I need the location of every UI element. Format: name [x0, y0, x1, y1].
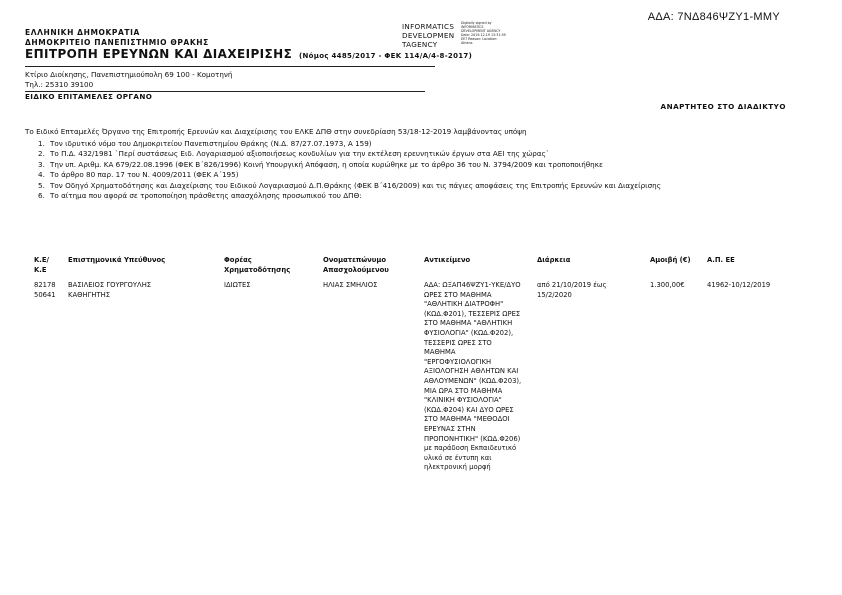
signature-details: Digitally signed by INFORMATICS DEVELOPMENT AGENCY Date: 2019.12.19 13:31:59 EET Reason: Location: Athens — [461, 21, 506, 45]
col-header-subject: Αντικείμενο — [424, 256, 471, 264]
list-text: Τον ιδρυτικό νόμο του Δημοκριτείου Πανεπιστημίου Θράκης (Ν.Δ. 87/27.07.1973, Α 159) — [50, 139, 372, 148]
header-university: ΔΗΜΟΚΡΙΤΕΙΟ ΠΑΝΕΠΙΣΤΗΜΙΟ ΘΡΑΚΗΣ — [25, 38, 209, 47]
list-number: 1. — [38, 139, 45, 148]
list-item — [38, 160, 758, 170]
list-item — [38, 181, 758, 191]
cell-amount: 1.300,00€ — [650, 281, 685, 289]
list-text: Το αίτημα που αφορά σε τροποποίηση πράσθετης απασχόλησης προσωπικού του ΔΠΘ: — [50, 191, 362, 201]
list-number: 2. — [38, 149, 45, 159]
list-item — [38, 191, 758, 201]
intro-text: Το Ειδικό Επταμελές Όργανο της Επιτροπής Ερευνών και Διαχείρισης του ΕΛΚΕ ΔΠΘ στην συνεδρίαση 53/18-12-2019 λαμβάνοντας υπόψη — [25, 127, 527, 136]
list-number: 4. — [38, 170, 45, 180]
stamp-line: INFORMATICS — [402, 22, 455, 31]
cell-funder: ΙΔΙΩΤΕΣ — [224, 281, 251, 289]
cell-employee: ΗΛΙΑΣ ΣΜΗΛΙΟΣ — [323, 281, 378, 289]
organ-title: ΕΙΔΙΚΟ ΕΠΙΤΑΜΕΛΕΣ ΟΡΓΑΝΟ — [25, 92, 153, 101]
cell-ap: 41962-10/12/2019 — [707, 281, 771, 289]
col-header-amount: Αμοιβή (€) — [650, 256, 691, 264]
col-header-funder: Φορέας Χρηματοδότησης — [224, 256, 291, 274]
address-block — [25, 70, 425, 90]
cell-duration: από 21/10/2019 έως 15/2/2020 — [537, 281, 607, 299]
header-divider — [25, 66, 435, 67]
phone-line: Τηλ.: 25310 39100 — [25, 80, 94, 89]
list-item — [38, 170, 758, 180]
col-header-responsible: Επιστημονικά Υπεύθυνος — [68, 256, 166, 264]
list-number: 5. — [38, 180, 45, 190]
list-item — [38, 149, 758, 159]
header-law: (Νόμος 4485/2017 - ΦΕΚ 114/Α/4-8-2017) — [299, 52, 473, 60]
cell-ke: 82178 50641 — [34, 281, 56, 299]
address-line: Κτίριο Διοίκησης, Πανεπιστημιούπολη 69 100 - Κομοτηνή — [25, 70, 233, 79]
header-title: ΕΠΙΤΡΟΠΗ ΕΡΕΥΝΩΝ ΚΑΙ ΔΙΑΧΕΙΡΙΣΗΣ — [25, 47, 293, 61]
col-header-ke: Κ.Ε/ Κ.Ε — [34, 256, 49, 274]
references-list — [38, 139, 758, 201]
header-republic: ΕΛΛΗΝΙΚΗ ΔΗΜΟΚΡΑΤΙΑ — [25, 28, 140, 37]
cell-subject: ΑΔΑ: ΩΞΑΠ46ΨΖΥ1-ΥΚΕ/ΔΥΟ ΩΡΕΣ ΣΤΟ ΜΑΘΗΜΑ "ΑΘΛΗΤΙΚΗ ΔΙΑΤΡΟΦΗ" (ΚΩΔ.Φ201), ΤΕΣΣΕΡΙΣ ΩΡΕΣ ΣΤΟ ΜΑΘΗΜΑ "ΑΘΛΗΤΙΚΗ ΦΥΣΙΟΛΟΓΙΑ" (ΚΩΔ.Φ202), ΤΕΣΣΕΡΙΣ ΩΡΕΣ ΣΤΟ ΜΑΘΗΜΑ "ΕΡΓΟΦΥΣΙΟΛΟΓΙΚΗ ΑΞΙΟΛΟΓΗΣΗ ΑΘΛΗΤΩΝ ΚΑΙ ΑΘΛΟΥΜΕΝΩΝ" (ΚΩΔ.Φ203), ΜΙΑ ΩΡΑ ΣΤΟ ΜΑΘΗΜΑ "ΚΛΙΝΙΚΗ ΦΥΣΙΟΛΟΓΙΑ" (ΚΩΔ.Φ204) ΚΑΙ ΔΥΟ ΩΡΕΣ ΣΤΟ ΜΑΘΗΜΑ "ΜΕΘΟΔΟΙ ΕΡΕΥΝΑΣ ΣΤΗΝ ΠΡΟΠΟΝΗΤΙΚΗ" (ΚΩΔ.Φ206) με παράδοση Εκπαιδευτικό υλικό σε έντυπη και ηλεκτρονική μορφή — [424, 281, 522, 472]
list-text: Το άρθρο 80 παρ. 17 του Ν. 4009/2011 (ΦΕΚ Α΄195) — [50, 170, 239, 180]
col-header-duration: Διάρκεια — [537, 256, 571, 264]
stamp-line: TAGENCY — [402, 40, 438, 49]
ada-code: ΑΔΑ: 7ΝΔ846ΨΖΥ1-ΜΜΥ — [647, 11, 780, 23]
posting-notice: ΑΝΑΡΤΗΤΕΟ ΣΤΟ ΔΙΑΔΙΚΤΥΟ — [660, 102, 786, 111]
list-item — [38, 139, 758, 149]
list-number: 3. — [38, 159, 45, 169]
stamp-line: DEVELOPMEN — [402, 31, 455, 40]
list-text: Τον Οδηγό Χρηματοδότησης και Διαχείρισης του Ειδικού Λογαριασμού Δ.Π.Θράκης (ΦΕΚ Β΄416/2009) και τις πάγιες αποφάσεις της Επιτροπής Ερευνών και Διαχείρισης — [50, 180, 661, 190]
signature-stamp — [402, 22, 462, 49]
col-header-ap: Α.Π. ΕΕ — [707, 256, 735, 264]
cell-responsible: ΒΑΣΙΛΕΙΟΣ ΓΟΥΡΓΟΥΛΗΣ ΚΑΘΗΓΗΤΗΣ — [68, 281, 152, 299]
col-header-employee: Ονοματεπώνυμο Απασχολούμενου — [323, 256, 389, 274]
list-text: Το Π.Δ. 432/1981 `Περί συστάσεως Ειδ. Λογαριασμού αξιοποιήσεως κονδυλίων για την εκτέλεση ερευνητικών έργων στα ΑΕΙ της χώρας` — [50, 149, 550, 159]
list-text: Την υπ. Αριθμ. ΚΑ 679/22.08.1996 (ΦΕΚ Β΄826/1996) Κοινή Υπουργική Απόφαση, η οποία κυρώθηκε με το άρθρο 36 του Ν. 3794/2009 και τροποποιήθηκε — [50, 159, 603, 169]
list-number: 6. — [38, 191, 45, 201]
